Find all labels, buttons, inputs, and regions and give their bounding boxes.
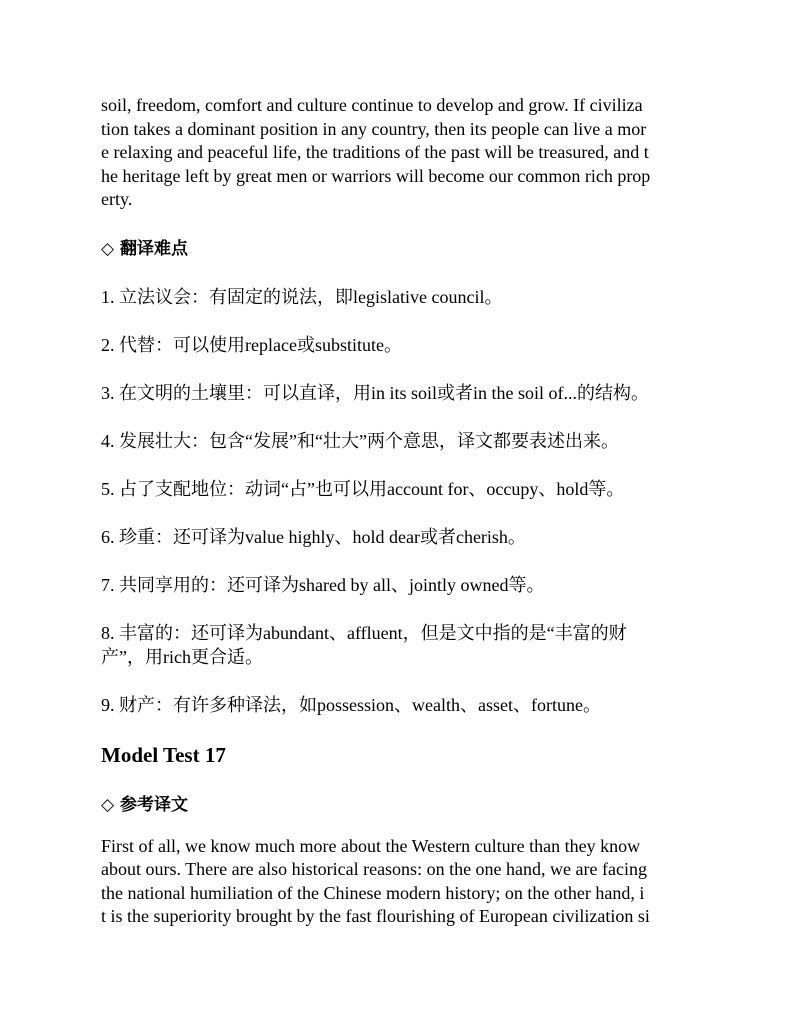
list-item: 4. 发展壮大：包含“发展”和“壮大”两个意思，译文都要表述出来。	[101, 430, 619, 451]
list-item: 8. 丰富的：还可译为abundant、affluent，但是文中指的是“丰富的财 产”，用rich更合适。	[101, 622, 627, 667]
translation-difficulties-heading: ◇ 翻译难点	[101, 238, 188, 259]
document-page	[101, 94, 701, 929]
list-item: 2. 代替：可以使用replace或substitute。	[101, 334, 402, 355]
list-item: 9. 财产：有许多种译法，如possession、wealth、asset、fortune。	[101, 694, 601, 715]
reference-translation-heading: ◇ 参考译文	[101, 794, 188, 815]
list-item: 7. 共同享用的：还可译为shared by all、jointly owned等。	[101, 574, 545, 595]
list-item: 5. 占了支配地位：动词“占”也可以用account for、occupy、hold等。	[101, 478, 625, 499]
difficulty-list	[101, 285, 701, 717]
list-item: 1. 立法议会：有固定的说法，即legislative council。	[101, 286, 503, 307]
closing-paragraph: First of all, we know much more about the Western culture than they know about ours. There are also historical reasons: on the one hand, we are facing the national humiliation of the Chinese modern history; on the other hand, i t is the superiority brought by the fast flourishing of European civilization si	[101, 835, 650, 926]
model-test-title: Model Test 17	[101, 742, 226, 767]
intro-paragraph: soil, freedom, comfort and culture continue to develop and grow. If civiliza tion takes a dominant position in any country, then its people can live a mor e relaxing and peaceful life, the traditions of the past will be treasured, and t he heritage left by great men or warriors will become our common rich prop erty.	[101, 95, 651, 209]
list-item: 6. 珍重：还可译为value highly、hold dear或者cherish。	[101, 526, 526, 547]
list-item: 3. 在文明的土壤里：可以直译，用in its soil或者in the soil of...的结构。	[101, 382, 650, 403]
